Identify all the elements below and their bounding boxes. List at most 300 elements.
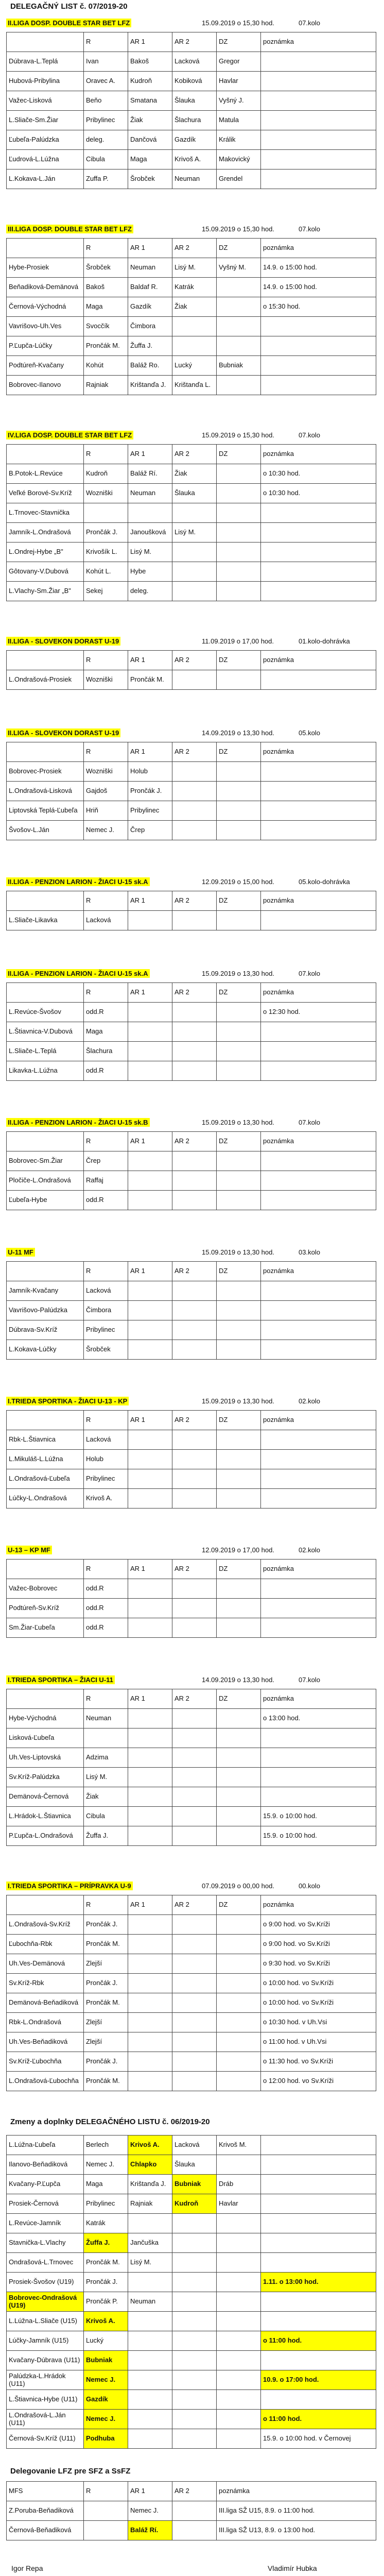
table-cell (172, 2331, 217, 2351)
table-cell: Žuffa J. (84, 2233, 128, 2253)
delegation-table (6, 1895, 376, 2091)
table-cell: Krivoš A. (128, 2136, 172, 2155)
table-cell: L.Lúžna-L.Sliače (U15) (7, 2312, 84, 2331)
table-cell (261, 1469, 376, 1489)
table-cell: o 11:00 hod. v Uh.Vsi (261, 2032, 376, 2052)
table-cell: Demänová-Beňadiková (7, 1993, 84, 2013)
table-cell (128, 2032, 172, 2052)
table-cell: 10.9. o 17:00 hod. (261, 2370, 376, 2390)
header-cell: R (84, 239, 128, 258)
table-cell (261, 376, 376, 395)
table-cell: Cibula (84, 150, 128, 170)
table-cell: Maga (84, 297, 128, 317)
table-cell: L.Sliače-L.Teplá (7, 1042, 84, 1061)
table-row (7, 1935, 376, 1954)
header-cell (7, 1560, 84, 1579)
table-cell: Šlachura (172, 111, 217, 130)
table-cell: Žiak (128, 111, 172, 130)
table-cell: Nemec J. (128, 2501, 172, 2521)
header-cell: R (84, 1411, 128, 1430)
header-cell: poznámka (261, 1132, 376, 1151)
table-cell (128, 1915, 172, 1935)
table-cell (217, 2292, 261, 2312)
table-cell (261, 1599, 376, 1618)
header-cell: AR 1 (128, 1895, 172, 1915)
table-cell: L.Ondrašová-Lisková (7, 782, 84, 801)
table-cell (261, 91, 376, 111)
header-cell: AR 2 (172, 1689, 217, 1709)
sfz-table (6, 2481, 376, 2540)
table-cell (217, 1301, 261, 1320)
header-cell: poznámka (261, 1262, 376, 1281)
table-cell: Lúčky-L.Ondrašová (7, 1489, 84, 1509)
table-cell: Lacková (172, 2136, 217, 2155)
table-cell (217, 336, 261, 356)
header-cell: DZ (217, 445, 261, 464)
table-cell: L.Ondrašová-Prosiek (7, 670, 84, 690)
table-cell (217, 2032, 261, 2052)
table-cell: Bubniak (84, 2351, 128, 2370)
table-row (7, 2292, 376, 2312)
league-header (6, 726, 376, 740)
table-cell: Neuman (128, 258, 172, 278)
table-cell (128, 1171, 172, 1191)
table-row (7, 2331, 376, 2351)
table-cell (172, 2351, 217, 2370)
table-cell (217, 1320, 261, 1340)
table-cell: Pribylinec (84, 111, 128, 130)
table-cell: III.liga SŽ U13, 8.9. o 13:00 hod. (217, 2521, 376, 2540)
table-cell: Švošov-L.Ján (7, 821, 84, 840)
table-cell: L.Ondrašová-Ľubochňa (7, 2072, 84, 2091)
table-cell (172, 911, 217, 930)
match-date: 14.09.2019 o 13,30 hod. (202, 1676, 274, 1684)
table-cell (172, 2292, 217, 2312)
table-cell: odd.R (84, 1061, 128, 1081)
table-cell (261, 782, 376, 801)
table-cell: Lisý M. (172, 523, 217, 543)
league-name: II.LIGA DOSP. DOUBLE STAR BET LFZ (6, 19, 131, 27)
table-cell (217, 782, 261, 801)
table-cell: L.Ondrašová-Sv.Kríž (7, 1915, 84, 1935)
table-cell (261, 1728, 376, 1748)
table-cell (172, 2501, 217, 2521)
table-cell: Bakoš (128, 52, 172, 72)
league-header (6, 1116, 376, 1129)
table-cell (172, 503, 217, 523)
table-cell (261, 1618, 376, 1638)
header-cell: AR 2 (172, 651, 217, 670)
table-cell: Uh.Ves-Beňadiková (7, 2032, 84, 2052)
table-cell (261, 1748, 376, 1768)
table-cell: Kohút (84, 356, 128, 376)
table-cell (217, 1171, 261, 1191)
table-cell: Bobrovec-Sm.Žiar (7, 1151, 84, 1171)
table-cell: III.liga SŽ U15, 8.9. o 11:00 hod. (217, 2501, 376, 2521)
table-cell: Ilanovo-Beňadiková (7, 2155, 84, 2175)
table-row (7, 1728, 376, 1748)
table-row (7, 1320, 376, 1340)
table-row (7, 2052, 376, 2072)
table-cell: Važec-Lisková (7, 91, 84, 111)
header-cell: R (84, 1262, 128, 1281)
league-name: I.TRIEDA SPORTIKA – ŽIACI U-11 (6, 1675, 115, 1684)
table-cell (217, 801, 261, 821)
table-cell (217, 2214, 261, 2233)
delegation-table (6, 32, 376, 189)
table-cell (217, 2312, 261, 2331)
table-cell (128, 1993, 172, 2013)
table-cell (128, 1748, 172, 1768)
table-cell: 15.9. o 10:00 hod. (261, 1807, 376, 1826)
table-cell: Rbk-L.Štiavnica (7, 1430, 84, 1450)
table-cell (217, 1768, 261, 1787)
table-cell: Krištanďa J. (128, 2175, 172, 2194)
table-cell: Dančová (128, 130, 172, 150)
table-cell: Lucký (172, 356, 217, 376)
table-cell (217, 1191, 261, 1210)
header-cell: AR 1 (128, 1689, 172, 1709)
table-cell: o 13:00 hod. (261, 1709, 376, 1728)
table-cell (172, 1709, 217, 1728)
table-header-row (7, 1262, 376, 1281)
table-cell (217, 1826, 261, 1846)
delegation-table (6, 444, 376, 601)
table-cell (261, 911, 376, 930)
table-cell (128, 1042, 172, 1061)
table-row (7, 1151, 376, 1171)
table-cell (128, 1430, 172, 1450)
table-cell: L.Mikuláš-L.Lúžna (7, 1450, 84, 1469)
table-cell (217, 670, 261, 690)
table-cell: Berlech (84, 2136, 128, 2155)
table-cell: Prončák M. (84, 2253, 128, 2273)
table-cell (217, 2273, 261, 2292)
league-header (6, 875, 376, 889)
table-cell: Šlauka (172, 91, 217, 111)
table-cell: o 9:00 hod. vo Sv.Kríži (261, 1915, 376, 1935)
table-cell (261, 2390, 376, 2410)
table-cell (217, 2429, 261, 2449)
table-cell: Prončák M. (84, 2072, 128, 2091)
table-cell: Grendel (217, 170, 261, 189)
table-cell: Čimbora (128, 317, 172, 336)
match-date: 15.09.2019 o 15,30 hod. (202, 225, 274, 233)
header-cell: DZ (217, 1689, 261, 1709)
table-cell: Šrobček (84, 1340, 128, 1360)
table-cell (172, 782, 217, 801)
delegation-table (6, 1410, 376, 1509)
table-cell: Maga (84, 2175, 128, 2194)
table-cell: Chlapko (128, 2155, 172, 2175)
header-cell: AR 1 (128, 32, 172, 52)
delegation-table (6, 238, 376, 395)
table-cell: Prosiek-Černová (7, 2194, 84, 2214)
table-cell (261, 543, 376, 562)
table-cell (217, 1748, 261, 1768)
table-cell (261, 1301, 376, 1320)
table-cell: 14.9. o 15:00 hod. (261, 278, 376, 297)
table-cell (128, 2429, 172, 2449)
table-row (7, 52, 376, 72)
table-cell (84, 2521, 128, 2540)
delegation-table (6, 1559, 376, 1638)
table-cell (128, 911, 172, 930)
table-cell: Černová-Sv.Kríž (U11) (7, 2429, 84, 2449)
table-cell (217, 2013, 261, 2032)
table-cell (217, 2390, 261, 2410)
round-label: 07.kolo (299, 225, 320, 233)
league-name: IV.LIGA DOSP. DOUBLE STAR BET LFZ (6, 431, 133, 439)
table-cell: Vavrišovo-Uh.Ves (7, 317, 84, 336)
table-cell: Hybe-Prosiek (7, 258, 84, 278)
table-row (7, 503, 376, 523)
table-cell: Zuffa P. (84, 170, 128, 189)
table-cell (261, 562, 376, 582)
table-cell (261, 2233, 376, 2253)
table-cell: Bobrovec-Prosiek (7, 762, 84, 782)
table-cell (261, 356, 376, 376)
header-cell: AR 2 (172, 1262, 217, 1281)
table-cell: Uh.Ves-Liptovská (7, 1748, 84, 1768)
table-cell: Rbk-L.Ondrašová (7, 2013, 84, 2032)
table-row (7, 582, 376, 601)
table-cell: odd.R (84, 1618, 128, 1638)
table-cell (172, 1489, 217, 1509)
table-row (7, 782, 376, 801)
table-cell: Krištanďa J. (128, 376, 172, 395)
table-row (7, 2351, 376, 2370)
table-cell: Podtúreň-Sv.Kríž (7, 1599, 84, 1618)
table-cell: o 11:00 hod. (261, 2410, 376, 2429)
table-cell (217, 582, 261, 601)
table-cell (217, 278, 261, 297)
header-cell (7, 891, 84, 911)
table-cell (172, 1807, 217, 1826)
table-cell (128, 1787, 172, 1807)
table-row (7, 670, 376, 690)
header-cell: DZ (217, 891, 261, 911)
header-cell: AR 1 (128, 445, 172, 464)
table-cell (84, 2501, 128, 2521)
round-label: 01.kolo-dohrávka (299, 637, 350, 645)
table-cell: P.Ľupča-Lúčky (7, 336, 84, 356)
table-cell (217, 1787, 261, 1807)
header-cell: poznámka (261, 742, 376, 762)
header-cell: AR 2 (172, 1560, 217, 1579)
table-cell: o 10:30 hod. (261, 484, 376, 503)
table-cell: odd.R (84, 1579, 128, 1599)
table-row (7, 821, 376, 840)
table-cell (172, 1301, 217, 1320)
sfz-title: Delegovanie LFZ pre SFZ a SsFZ (10, 2467, 131, 2476)
table-cell: o 10:00 hod. vo Sv.Kríži (261, 1974, 376, 1993)
table-cell (172, 1974, 217, 1993)
table-cell: Bobrovec-Ilanovo (7, 376, 84, 395)
table-cell (261, 52, 376, 72)
table-row (7, 762, 376, 782)
table-row (7, 2410, 376, 2429)
header-cell: R (84, 1895, 128, 1915)
table-cell (261, 1340, 376, 1360)
table-cell (217, 562, 261, 582)
table-cell (128, 2331, 172, 2351)
table-cell (172, 2312, 217, 2331)
table-cell: Bubniak (172, 2175, 217, 2194)
table-cell: L.Kokava-Lúčky (7, 1340, 84, 1360)
table-row (7, 1768, 376, 1787)
table-cell (128, 1003, 172, 1022)
table-row (7, 2521, 376, 2540)
table-cell (172, 2214, 217, 2233)
table-cell (172, 543, 217, 562)
table-cell (261, 111, 376, 130)
header-cell: AR 1 (128, 651, 172, 670)
table-cell (217, 297, 261, 317)
league-header (6, 1879, 376, 1893)
header-cell (7, 983, 84, 1003)
league-header (6, 1673, 376, 1687)
table-cell: Rajniak (128, 2194, 172, 2214)
table-cell: Gregor (217, 52, 261, 72)
table-cell: 15.9. o 10:00 hod. v Černovej (261, 2429, 376, 2449)
table-cell: Holub (84, 1450, 128, 1469)
table-cell: Vyšný M. (217, 258, 261, 278)
table-cell (261, 582, 376, 601)
table-cell: Lacková (84, 1430, 128, 1450)
table-cell: Hybe (128, 562, 172, 582)
table-row (7, 1003, 376, 1022)
table-cell: Žuffa J. (128, 336, 172, 356)
table-cell (217, 1915, 261, 1935)
table-row (7, 2175, 376, 2194)
header-cell: R (84, 445, 128, 464)
table-cell (172, 1787, 217, 1807)
header-cell: poznámka (261, 651, 376, 670)
table-row (7, 170, 376, 189)
table-cell: Jamník-L.Ondrašová (7, 523, 84, 543)
table-cell (172, 1281, 217, 1301)
table-cell (128, 1807, 172, 1826)
header-cell: AR 1 (128, 983, 172, 1003)
table-cell (217, 911, 261, 930)
table-cell: Baláž Ro. (128, 356, 172, 376)
table-cell (128, 1320, 172, 1340)
table-cell (172, 1171, 217, 1191)
table-cell (217, 543, 261, 562)
header-cell: AR 2 (172, 983, 217, 1003)
table-row (7, 484, 376, 503)
table-cell (261, 1171, 376, 1191)
table-row (7, 2482, 376, 2501)
table-cell: Črep (128, 821, 172, 840)
table-cell (172, 2052, 217, 2072)
table-cell: Lisý M. (172, 258, 217, 278)
table-cell: o 9:30 hod. vo Sv.Kríži (261, 1954, 376, 1974)
table-cell (128, 1618, 172, 1638)
table-cell: Jančuška (128, 2233, 172, 2253)
header-cell: poznámka (261, 891, 376, 911)
table-row (7, 1171, 376, 1191)
table-cell (172, 317, 217, 336)
header-cell: poznámka (261, 1411, 376, 1430)
table-cell: L.Trnovec-Stavnička (7, 503, 84, 523)
table-cell: Ľudrová-L.Lúžna (7, 150, 84, 170)
table-row (7, 1599, 376, 1618)
table-cell: o 15:30 hod. (261, 297, 376, 317)
table-cell: L.Ondrašová-L.Ján (U11) (7, 2410, 84, 2429)
table-cell (172, 1151, 217, 1171)
table-cell: L.Lúžna-Ľubeľa (7, 2136, 84, 2155)
table-cell: Havlar (217, 72, 261, 91)
header-cell: AR 1 (128, 742, 172, 762)
table-row (7, 2429, 376, 2449)
table-cell: Krivoš A. (84, 1489, 128, 1509)
left-signatory-name: Igor Repa (11, 2564, 43, 2572)
league-header (6, 223, 376, 236)
table-cell: Sv.Kríž-Rbk (7, 1974, 84, 1993)
table-row (7, 2312, 376, 2331)
table-cell (172, 2013, 217, 2032)
table-cell: Sm.Žiar-Ľubeľa (7, 1618, 84, 1638)
table-row (7, 317, 376, 336)
table-cell (172, 2273, 217, 2292)
table-cell (261, 821, 376, 840)
table-cell (261, 1489, 376, 1509)
table-cell: Črep (84, 1151, 128, 1171)
table-cell: L.Štiavnica-V.Dubová (7, 1022, 84, 1042)
table-header-row (7, 651, 376, 670)
header-cell (7, 239, 84, 258)
round-label: 00.kolo (299, 1882, 320, 1890)
table-cell (128, 1281, 172, 1301)
table-cell: Kvačany-P.Ľupča (7, 2175, 84, 2194)
table-cell: L.Hrádok-L.Štiavnica (7, 1807, 84, 1826)
table-cell: Nemec J. (84, 2410, 128, 2429)
table-row (7, 1787, 376, 1807)
header-cell (7, 445, 84, 464)
header-cell: AR 2 (172, 891, 217, 911)
changes-title: Zmeny a doplnky DELEGAČNÉHO LISTU č. 06/2019-20 (10, 2117, 210, 2126)
table-cell: L.Sliače-Sm.Žiar (7, 111, 84, 130)
table-cell (217, 1281, 261, 1301)
table-row (7, 2013, 376, 2032)
table-cell: Lúčky-Jamník (U15) (7, 2331, 84, 2351)
table-row (7, 1191, 376, 1210)
table-cell: Z.Poruba-Beňadiková (7, 2501, 84, 2521)
round-label: 07.kolo (299, 970, 320, 977)
league-name: U-13 – KP MF (6, 1546, 52, 1554)
table-cell: Sekej (84, 582, 128, 601)
header-cell: DZ (217, 651, 261, 670)
table-cell: Neuman (84, 1709, 128, 1728)
table-cell: L.Ondrašová-Ľubeľa (7, 1469, 84, 1489)
table-cell: Kvačany-Dúbrava (U11) (7, 2351, 84, 2370)
header-cell: AR 2 (172, 742, 217, 762)
table-cell (261, 1787, 376, 1807)
right-signatory-name: Vladimír Hubka (268, 2564, 317, 2572)
table-cell (217, 1489, 261, 1509)
table-cell: Wozniški (84, 484, 128, 503)
table-cell: Matula (217, 111, 261, 130)
table-cell: Sv.Kríž-Ľubochňa (7, 2052, 84, 2072)
table-cell: Krivoš A. (84, 2312, 128, 2331)
table-cell: Jamník-Kvačany (7, 1281, 84, 1301)
table-cell (128, 1469, 172, 1489)
table-cell: L.Revúce-Švošov (7, 1003, 84, 1022)
table-row (7, 1301, 376, 1320)
table-cell (172, 1748, 217, 1768)
